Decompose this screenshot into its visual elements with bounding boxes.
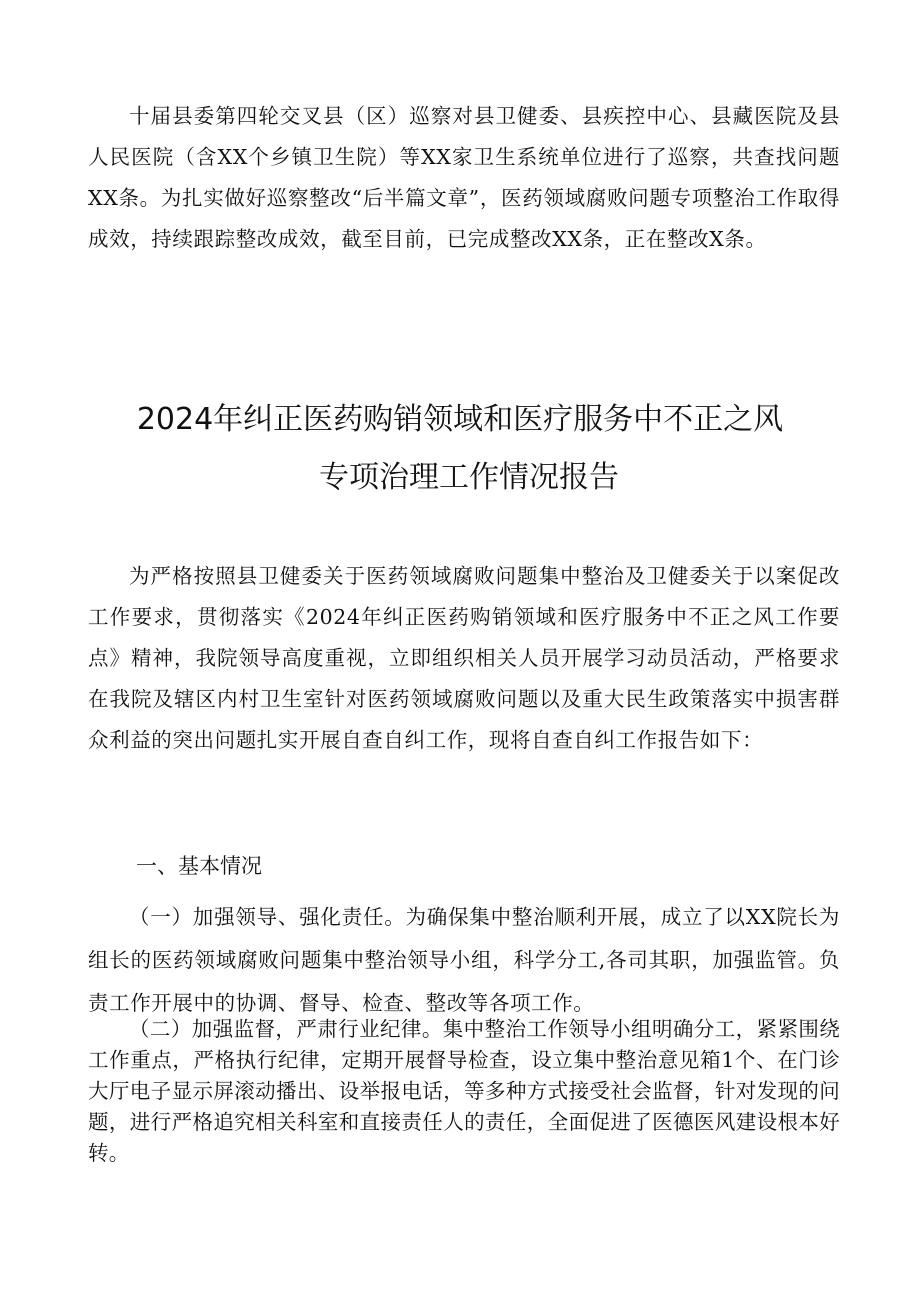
- preface-paragraph: 为严格按照县卫健委关于医药领域腐败问题集中整治及卫健委关于以案促改工作要求，贯彻落实《2024年纠正医药购销领域和医疗服务中不正之风工作要点》精神，我院领导高度重视，立即组织相关人员开展学习动员活动，严格要求在我院及辖区内村卫生室针对医药领域腐败问题以及重大民生政策落实中损害群众利益的突出问题扎实开展自查自纠工作，现将自查自纠工作报告如下：: [88, 564, 840, 752]
- item-1-paragraph: （一）加强领导、强化责任。为确保集中整治顺利开展，成立了以XX院长为组长的医药领域腐败问题集中整治领导小组，科学分工,各司其职，加强监管。负责工作开展中的协调、督导、检查、整改等各项工作。: [88, 905, 840, 1015]
- intro-paragraph: 十届县委第四轮交叉县（区）巡察对县卫健委、县疾控中心、县藏医院及县人民医院（含XX个乡镇卫生院）等XX家卫生系统单位进行了巡察，共查找问题XX条。为扎实做好巡察整改“后半篇文章”，医药领域腐败问题专项整治工作取得成效，持续跟踪整改成效，截至目前，已完成整改XX条，正在整改X条。: [88, 104, 840, 251]
- section-heading-basic-situation: 一、基本情况: [136, 854, 262, 878]
- report-title: [60, 391, 860, 507]
- report-title-line-2: 专项治理工作情况报告: [319, 460, 619, 495]
- item-2-paragraph: （二）加强监督，严肃行业纪律。集中整治工作领导小组明确分工，紧紧围绕工作重点，严格执行纪律，定期开展督导检查，设立集中整治意见箱1个、在门诊大厅电子显示屏滚动播出、设举报电话，等多种方式接受社会监督，针对发现的问题，进行严格追究相关科室和直接责任人的责任，全面促进了医德医风建设根本好转。: [88, 1017, 840, 1165]
- report-title-line-1: 2024年纠正医药购销领域和医疗服务中不正之风: [136, 402, 784, 437]
